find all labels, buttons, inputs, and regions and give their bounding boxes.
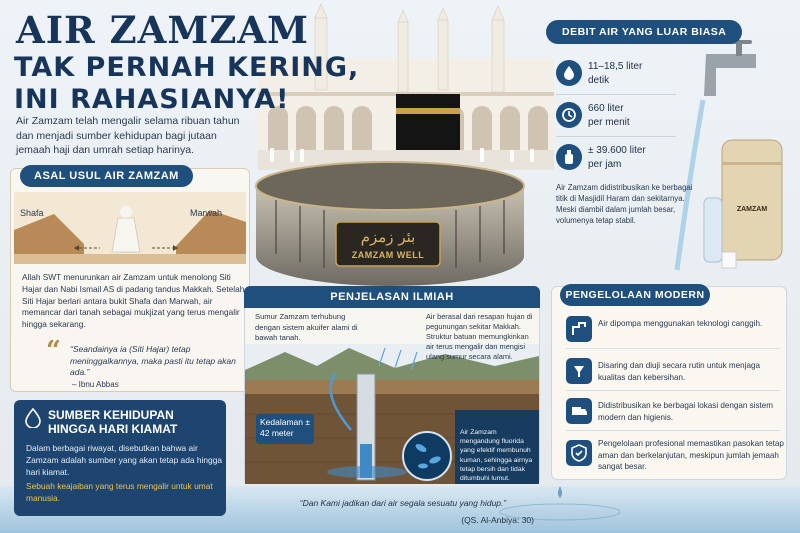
gallon-icon [556, 144, 582, 170]
debit-value-3: ± 39.600 liter [588, 145, 646, 156]
bacteria-icon [403, 432, 451, 480]
sumber-kehidupan-title [48, 408, 177, 436]
sumber-title-line-1: SUMBER KEHIDUPAN [48, 408, 174, 422]
water-drop-icon [24, 408, 42, 428]
clock-icon [556, 102, 582, 128]
pengelolaan-modern-heading: PENGELOLAAN MODERN [560, 284, 710, 306]
sumber-title-line-2: HINGGA HARI KIAMAT [48, 422, 178, 436]
asal-usul-body: Allah SWT menurunkan air Zamzam untuk menolong Siti Hajar dan Nabi Ismail AS di padang tandus Makkah. Setelah Siti Hajar berlari antara bukit Shafa dan Marwah, air memancar dari tanah sebagai mukjizat yang terus mengalir hingga sekarang. [22, 272, 245, 330]
fluoride-text: Air Zamzam mengandung fluorida yang efektif membunuh kuman, sehingga airnya tetap bersih dan tidak ditumbuhi lumut. [460, 429, 533, 483]
well-shaft [357, 374, 375, 480]
subtitle-line-1: TAK PERNAH KERING, [14, 52, 360, 83]
modern-item-3: Didistribusikan ke berbagai lokasi dengan sistem modern dan higienis. [598, 401, 774, 422]
divider [566, 390, 780, 391]
ilmiah-left-text: Sumur Zamzam terhubung dengan sistem akuifer alami di bawah tanah. [255, 312, 358, 342]
penjelasan-ilmiah-heading: PENJELASAN ILMIAH [244, 286, 540, 308]
pump-icon [566, 316, 592, 342]
sumber-kehidupan-body: Dalam berbagai riwayat, disebutkan bahwa air Zamzam adalah sumber yang akan tetap ada hingga hari kiamat. [26, 443, 223, 477]
debit-note: Air Zamzam didistribusikan ke berbagai titik di Masjidil Haram dan sekitarnya. Meski diambil dalam jumlah besar, volumenya tetap stabil. [556, 183, 693, 225]
footer-quote: “Dan Kami jadikan dari air segala sesuatu yang hidup.” [299, 498, 507, 508]
divider [566, 430, 780, 431]
debit-item-1 [588, 60, 642, 88]
filter-icon [566, 358, 592, 384]
divider [566, 348, 780, 349]
well-label: ZAMZAM WELL [351, 250, 425, 260]
debit-value-1: 11–18,5 liter [588, 61, 643, 72]
well-arabic-label: بئر زمزم [360, 228, 416, 246]
modern-item-2: Disaring dan diuji secara rutin untuk menjaga kualitas dan kebersihan. [598, 361, 760, 382]
marwah-label: Marwah [190, 208, 223, 218]
subtitle-line-2: INI RAHASIANYA! [14, 84, 290, 115]
shafa-label: Shafa [20, 208, 44, 218]
truck-icon [566, 398, 592, 424]
hajar-running-illustration [14, 192, 246, 264]
debit-item-3 [588, 144, 646, 172]
ilmiah-right-text: Air berasal dari resapan hujan di pegunungan sekitar Makkah. Struktur batuan memungkinkan air terus mengalir dan mengisi ulang sumur secara alami. [426, 312, 533, 361]
divider [556, 94, 676, 95]
asal-usul-heading: ASAL USUL AIR ZAMZAM [20, 165, 193, 187]
depth-label: Kedalaman ± 42 meter [260, 417, 311, 438]
quote-author: – Ibnu Abbas [72, 380, 119, 389]
page-title: AIR ZAMZAM [16, 8, 309, 52]
sumber-kehidupan-highlight: Sebuah keajaiban yang terus mengalir untuk umat manusia. [26, 481, 213, 503]
debit-unit-3: per jam [588, 159, 622, 170]
debit-unit-2: per menit [588, 117, 630, 128]
debit-air-heading: DEBIT AIR YANG LUAR BIASA [546, 20, 742, 44]
water-drop-icon [556, 60, 582, 86]
shield-check-icon [566, 440, 592, 466]
quote-mark-icon: “ [46, 336, 61, 366]
divider [556, 136, 676, 137]
modern-item-1: Air dipompa menggunakan teknologi canggih. [598, 319, 763, 328]
debit-unit-1: detik [588, 75, 610, 86]
container-label: ZAMZAM [736, 206, 768, 213]
intro-paragraph: Air Zamzam telah mengalir selama ribuan tahun dan menjadi sumber kehidupan bagi jutaan jemaah haji dan umrah setiap harinya. [16, 115, 240, 156]
debit-value-2: 660 liter [588, 103, 624, 114]
hadith-quote: “Seandainya ia (Siti Hajar) tetap meninggalkannya, maka pasti itu tetap akan ada.” [70, 344, 236, 377]
debit-item-2 [588, 102, 630, 130]
modern-item-4: Pengelolaan profesional memastikan pasokan tetap aman dan berkelanjutan, meskipun jumlah jemaah sangat besar. [598, 439, 784, 471]
zamzam-well [256, 162, 524, 286]
footer-source: (QS. Al-Anbiya: 30) [461, 515, 534, 525]
